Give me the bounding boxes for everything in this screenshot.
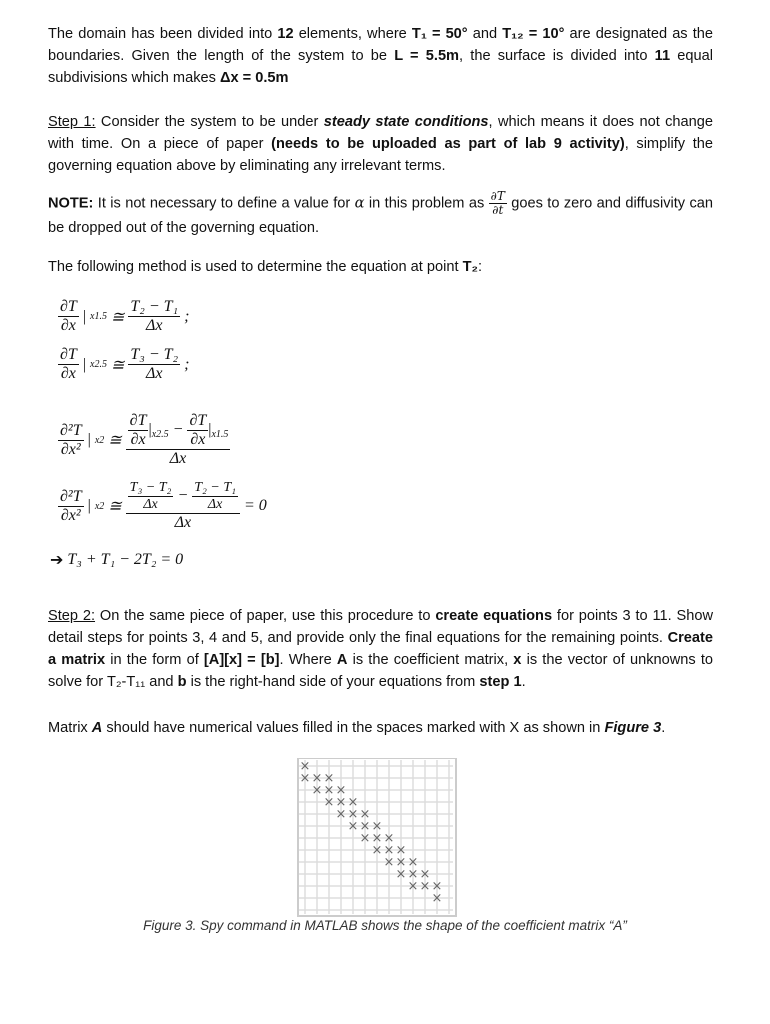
equation-3: ∂²T ∂x² | x2 ≅ $\frac{\partial T}{\partial x}$ $|_{x2.5}$ − $\frac{\partial T}{\partial x}$ $|_{x1.5}$ Δx — [60, 412, 229, 467]
matrix-entry-mark: × — [371, 843, 383, 858]
matrix-entry-mark: × — [347, 819, 359, 834]
equation-2: ∂T ∂x | x2.5 ≅ T₃ − T₂ Δx ; — [60, 346, 190, 382]
matrix-entry-mark: × — [335, 783, 347, 798]
intro-paragraph: The domain has been divided into 12 elements, where T₁ = 50° and T₁₂ = 10° are designated as the boundaries. Given the length of the system to be L = 5.5m, the surface is divided into 11 equal subdivisions which makes Δx = 0.5m — [48, 26, 714, 86]
matrix-entry-mark: × — [335, 795, 347, 810]
matrix-entry-mark: × — [407, 855, 419, 870]
matrix-entry-mark: × — [395, 855, 407, 870]
note-paragraph: NOTE: It is not necessary to define a value for α in this problem as $\frac{\partial T}{\partial t}$ goes to zero and diffusivity can be dropped out of the governing equation. — [48, 189, 713, 236]
step1-paragraph: Step 1: Consider the system to be under steady state conditions, which means it does not change with time. On a piece of paper (needs to be uploaded as part of lab 9 activity), simplify the governing equation above by eliminating any irrelevant terms. — [48, 114, 713, 174]
matrix-entry-mark: × — [383, 843, 395, 858]
equation-1: ∂T ∂x | x1.5 ≅ T₂ − T₁ Δx ; — [60, 298, 190, 334]
matrix-entry-mark: × — [371, 819, 383, 834]
matrix-entry-mark: × — [323, 783, 335, 798]
matrix-entry-mark: × — [419, 879, 431, 894]
matrix-entry-mark: × — [311, 771, 323, 786]
method-intro: The following method is used to determine the equation at point T₂: — [48, 259, 483, 275]
matrix-entry-mark: × — [299, 759, 311, 774]
final-equation: ➔ T₃ + T₁ − 2T₂ = 0 — [50, 551, 184, 569]
spy-matrix-figure — [297, 758, 463, 920]
matrix-entry-mark: × — [383, 831, 395, 846]
matrix-entry-mark: × — [431, 879, 443, 894]
equation-4: ∂²T ∂x² | x2 ≅ $\frac{\text{T₃ − T₂}}{\Delta x}$ − $\frac{\text{T₂ − T₁}}{\Delta x}$ Δx = 0 — [60, 480, 267, 531]
matrix-entry-mark: × — [407, 867, 419, 882]
matrix-entry-mark: × — [347, 795, 359, 810]
matrix-entry-mark: × — [371, 831, 383, 846]
matrix-entry-mark: × — [431, 891, 443, 906]
matrix-entry-mark: × — [419, 867, 431, 882]
matrix-entry-mark: × — [311, 783, 323, 798]
figure-caption: Figure 3. Spy command in MATLAB shows the shape of the coefficient matrix “A” — [143, 918, 627, 933]
arrow-icon: ➔ — [50, 552, 64, 569]
matrix-entry-mark: × — [347, 807, 359, 822]
matrix-entry-mark: × — [383, 855, 395, 870]
step2-paragraph: Step 2: On the same piece of paper, use this procedure to create equations for points 3 to 11. Show detail steps for points 3, 4 and 5, and provide only the final equations for the remaining points. Create a matrix in the form of [A][x] = [b]. Where A is the coefficient matrix, x is the vector of unknowns to solve for T₂-T₁₁ and b is the right-hand side of your equations from step 1. — [48, 608, 714, 690]
matrix-entry-mark: × — [395, 867, 407, 882]
matrix-entry-mark: × — [299, 771, 311, 786]
matrix-entry-mark: × — [323, 771, 335, 786]
matrix-entry-mark: × — [323, 795, 335, 810]
matrix-entry-mark: × — [359, 807, 371, 822]
matrix-entry-mark: × — [395, 843, 407, 858]
matrix-entry-mark: × — [335, 807, 347, 822]
matrix-entry-mark: × — [359, 831, 371, 846]
matrix-entry-mark: × — [407, 879, 419, 894]
matrix-paragraph: Matrix A should have numerical values filled in the spaces marked with X as shown in Figure 3. — [48, 720, 666, 736]
matrix-entry-mark: × — [359, 819, 371, 834]
